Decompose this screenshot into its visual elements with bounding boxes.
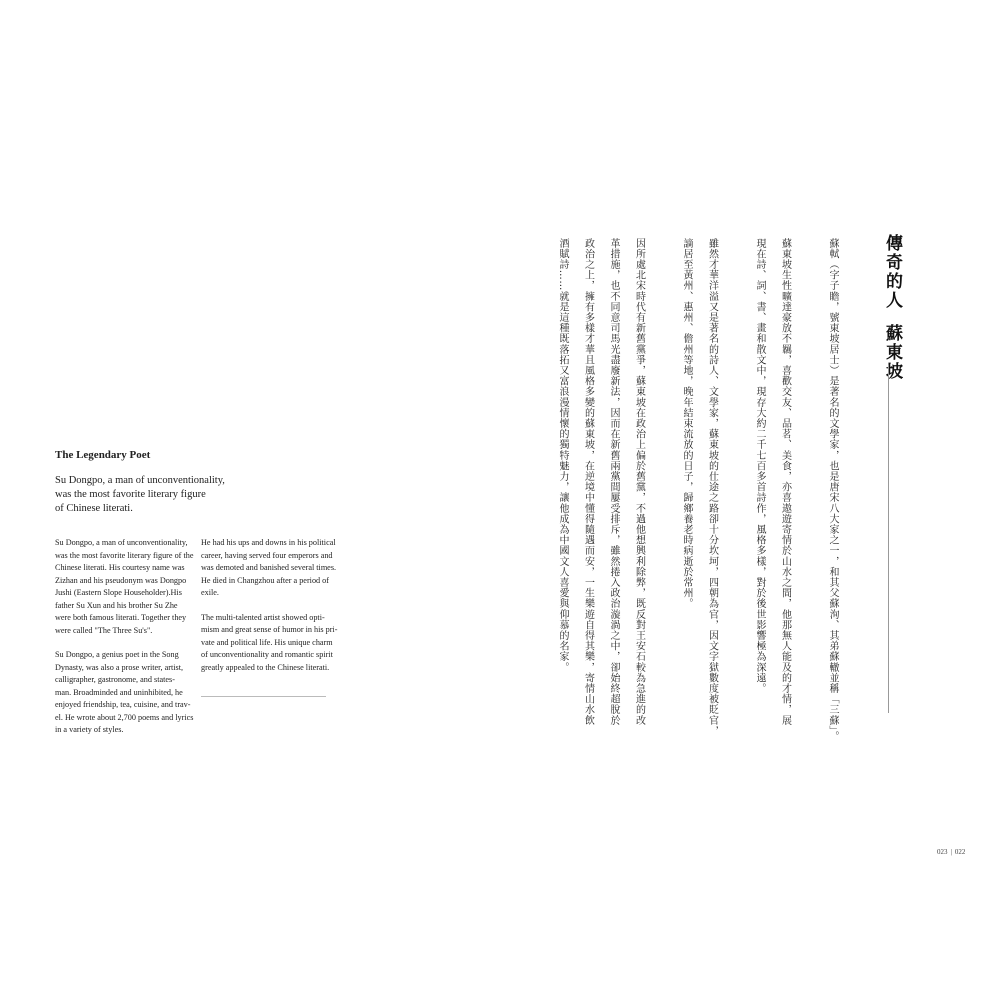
subtitle-line: of Chinese literati. (55, 503, 133, 514)
text-line: 革措施，也不同意司馬光盡廢新法，因而在新舊兩黨間屢受排斥，雖然捲入政治漩渦之中，卻始終超脫於 (608, 238, 619, 726)
chinese-title-rule (888, 365, 889, 713)
text-line: was the most favorite literary figure of the (55, 550, 194, 560)
text-line: vate and political life. His unique charm (201, 637, 333, 647)
page-number-separator: | (950, 848, 952, 856)
text-line: 蘇軾（字子瞻，號東坡居士）是著名的文學家，也是唐宋八大家之一，和其父蘇洵、其弟蘇轍並稱「三蘇」。 (827, 238, 838, 742)
text-line: were both famous literati. Together they (55, 613, 187, 622)
text-line: Su Dongpo, a man of unconventionality, (55, 538, 188, 547)
subtitle-line: was the most favorite literary figure (55, 489, 206, 500)
page-number-left: 023 (937, 848, 948, 856)
chinese-title-part: 蘇東坡 (882, 324, 902, 381)
text-line: 因所處北宋時代有新舊黨爭，蘇東坡在政治上偏於舊黨，不過他想興利除弊，既反對王安石較為急進的改 (633, 238, 645, 726)
text-line: 政治之上，擁有多樣才華且風格多變的蘇東坡，在逆境中懂得隨遇而安，一生樂遊自得其樂，寄情山水飲 (582, 238, 594, 726)
text-line: 謫居至黃州、惠州、儋州等地，晚年結束流放的日子，歸鄉養老時病逝於常州。 (681, 238, 692, 609)
text-line: was demoted and banished several times. (201, 563, 337, 572)
english-paragraph (201, 537, 351, 600)
text-line: mism and great sense of humor in his pri- (201, 625, 338, 634)
text-line: Chinese literati. His courtesy name was (55, 563, 185, 572)
chinese-title-part: 傳奇的人 (882, 234, 902, 310)
chinese-paragraph (550, 238, 652, 726)
english-column-right (201, 537, 351, 686)
text-line: The multi-talented artist showed opti- (201, 612, 325, 622)
text-line: in a variety of styles. (55, 725, 124, 734)
chinese-paragraph (820, 238, 846, 742)
text-line: 雖然才華洋溢又是著名的詩人、文學家，蘇東坡的仕途之路卻十分坎坷，四朝為官，因文字獄數度被貶官， (706, 238, 718, 737)
text-line: He had his ups and downs in his political (201, 538, 336, 547)
chinese-body (528, 238, 846, 742)
english-paragraph (201, 612, 351, 675)
text-line: He died in Changzhou after a period of (201, 575, 329, 585)
chinese-paragraph (674, 238, 725, 737)
text-line: Jushi (Eastern Slope Householder).His (55, 588, 182, 597)
text-line: Dynasty, was also a prose writer, artist, (55, 662, 184, 672)
text-line: were called "The Three Su's". (55, 625, 153, 635)
text-line: Su Dongpo, a genius poet in the Song (55, 650, 179, 659)
english-column-left (55, 537, 205, 749)
text-line: father Su Xun and his brother Su Zhe (55, 600, 178, 610)
english-paragraph (55, 649, 205, 737)
chinese-paragraph (747, 238, 798, 726)
text-line: career, having served four emperors and (201, 550, 333, 560)
english-heading: The Legendary Poet (55, 449, 151, 461)
text-line: enjoyed friendship, tea, cuisine, and trav- (55, 700, 191, 709)
page-numbers (937, 848, 965, 856)
english-subtitle (55, 474, 225, 516)
text-line: 現在詩、詞、書、畫和散文中，現存大約二千七百多首詩作，風格多樣，對於後世影響極為深遠。 (754, 238, 765, 694)
text-line: greatly appealed to the Chinese literati. (201, 662, 330, 672)
text-line: Zizhan and his pseudonym was Dongpo (55, 575, 187, 585)
text-line: man. Broadminded and uninhibited, he (55, 687, 183, 697)
subtitle-line: Su Dongpo, a man of unconventionality, (55, 475, 225, 486)
chinese-title (880, 234, 905, 381)
page-number-right: 022 (954, 848, 966, 856)
text-line: of unconventionality and romantic spirit (201, 650, 333, 659)
text-line: el. He wrote about 2,700 poems and lyrics (55, 712, 194, 722)
english-divider (201, 696, 326, 697)
text-line: calligrapher, gastronome, and states- (55, 675, 175, 684)
text-line: exile. (201, 588, 219, 597)
text-line: 酒賦詩……就是這種既落拓又富浪漫情懷的獨特魅力，讓他成為中國文人喜愛與仰慕的名家。 (557, 238, 568, 673)
text-line: 蘇東坡生性曠達豪放不羈，喜歡交友、品茗、美食，亦喜遨遊寄情於山水之間，他那無人能及的才情，展 (779, 238, 791, 726)
english-paragraph (55, 537, 205, 637)
